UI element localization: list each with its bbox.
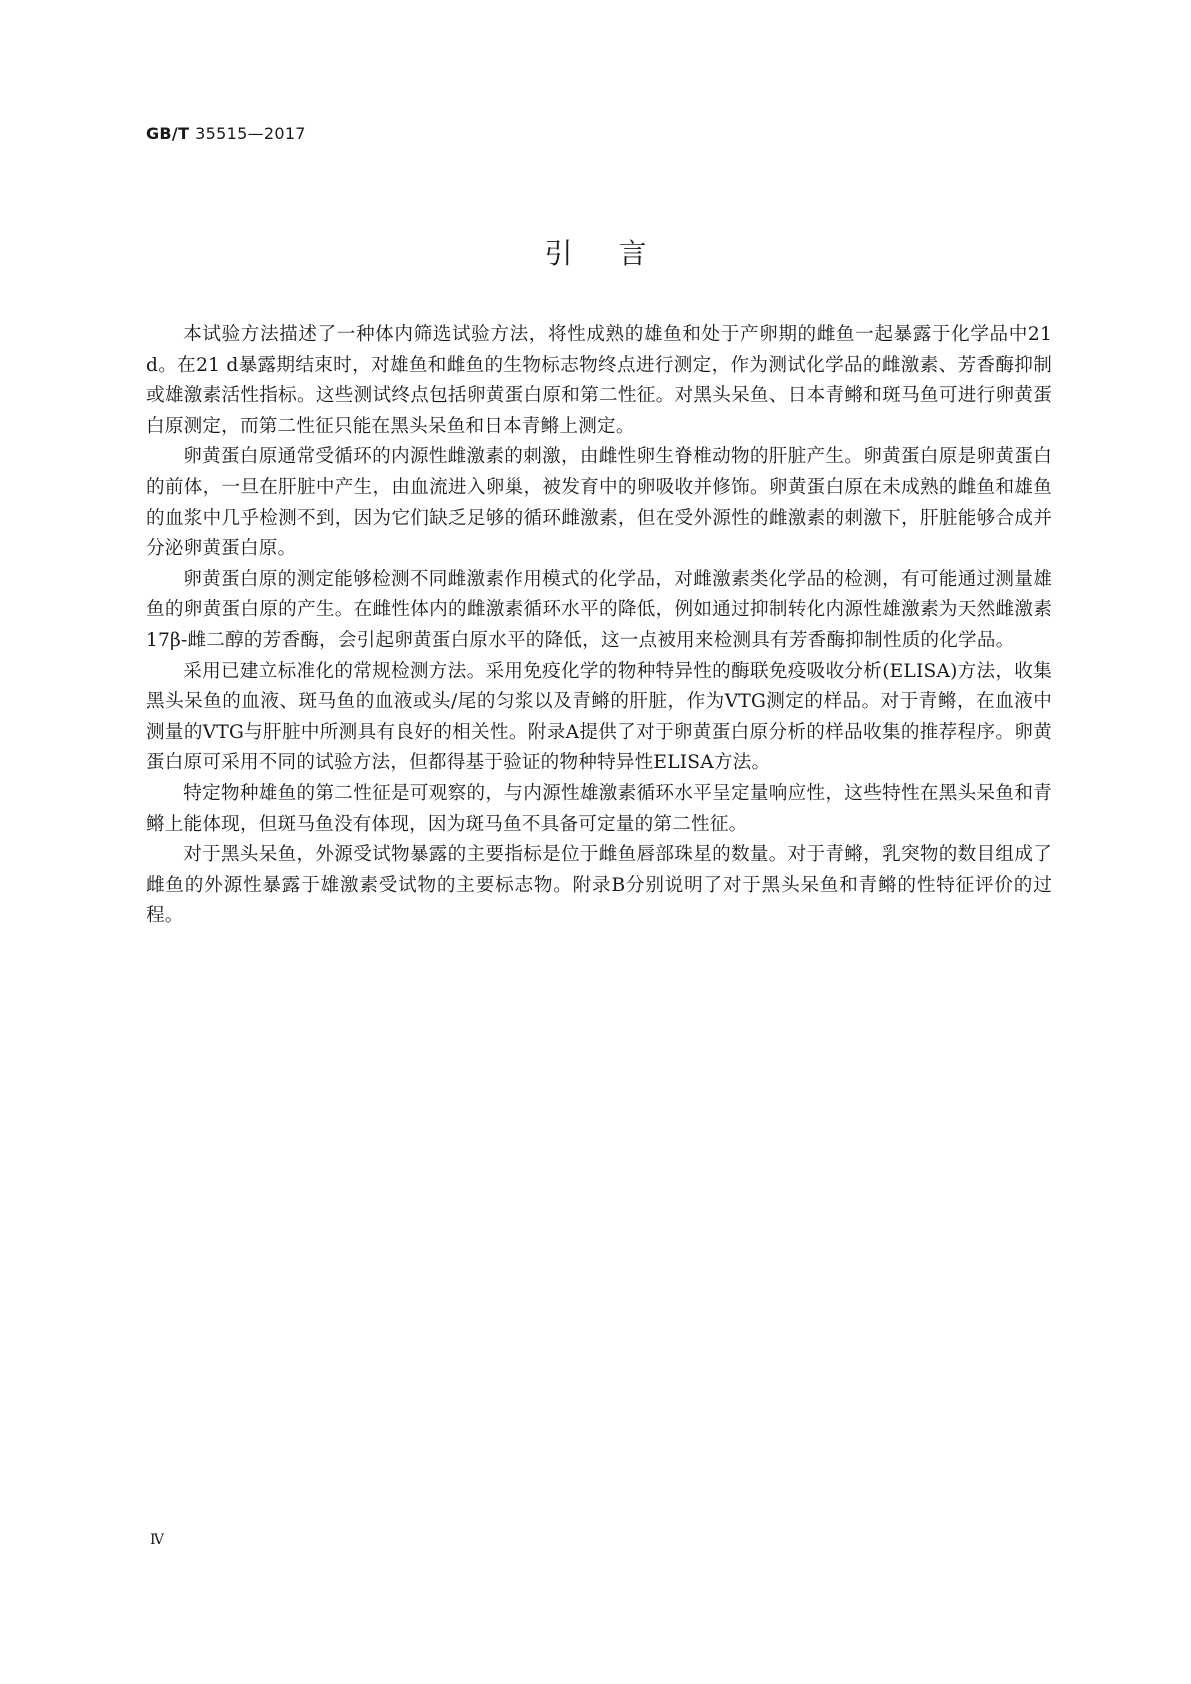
introduction-body bbox=[146, 320, 1052, 932]
page-number: Ⅳ bbox=[150, 1532, 164, 1548]
standard-code: GB/T bbox=[146, 124, 190, 143]
paragraph: 卵黄蛋白原通常受循环的内源性雌激素的刺激，由雌性卵生脊椎动物的肝脏产生。卵黄蛋白原是卵黄蛋白的前体，一旦在肝脏中产生，由血流进入卵巢，被发育中的卵吸收并修饰。卵黄蛋白原在未成熟的雌鱼和雄鱼的血浆中几乎检测不到，因为它们缺乏足够的循环雌激素，但在受外源性的雌激素的刺激下，肝脏能够合成并分泌卵黄蛋白原。 bbox=[146, 446, 1052, 560]
paragraph: 本试验方法描述了一种体内筛选试验方法，将性成熟的雄鱼和处于产卵期的雌鱼一起暴露于化学品中21 d。在21 d暴露期结束时，对雄鱼和雌鱼的生物标志物终点进行测定，作为测试化学品的雌激素、芳香酶抑制或雄激素活性指标。这些测试终点包括卵黄蛋白原和第二性征。对黑头呆鱼、日本青鳉和斑马鱼可进行卵黄蛋白原测定，而第二性征只能在黑头呆鱼和日本青鳉上测定。 bbox=[146, 324, 1052, 437]
paragraph: 特定物种雄鱼的第二性征是可观察的，与内源性雄激素循环水平呈定量响应性，这些特性在黑头呆鱼和青鳉上能体现，但斑马鱼没有体现，因为斑马鱼不具备可定量的第二性征。 bbox=[146, 782, 1052, 835]
paragraph: 采用已建立标准化的常规检测方法。采用免疫化学的物种特异性的酶联免疫吸收分析(ELISA)方法，收集黑头呆鱼的血液、斑马鱼的血液或头/尾的匀浆以及青鳉的肝脏，作为VTG测定的样品。对于青鳉，在血液中测量的VTG与肝脏中所测具有良好的相关性。附录A提供了对于卵黄蛋白原分析的样品收集的推荐程序。卵黄蛋白原可采用不同的试验方法，但都得基于验证的物种特异性ELISA方法。 bbox=[146, 660, 1052, 774]
paragraph: 卵黄蛋白原的测定能够检测不同雌激素作用模式的化学品，对雌激素类化学品的检测，有可能通过测量雄鱼的卵黄蛋白原的产生。在雌性体内的雌激素循环水平的降低，例如通过抑制转化内源性雄激素为天然雌激素17β-雌二醇的芳香酶，会引起卵黄蛋白原水平的降低，这一点被用来检测具有芳香酶抑制性质的化学品。 bbox=[146, 568, 1052, 651]
paragraph: 对于黑头呆鱼，外源受试物暴露的主要指标是位于雌鱼唇部珠星的数量。对于青鳉，乳突物的数目组成了雌鱼的外源性暴露于雄激素受试物的主要标志物。附录B分别说明了对于黑头呆鱼和青鳉的性特征评价的过程。 bbox=[146, 844, 1052, 927]
section-title: 引言 bbox=[544, 237, 693, 270]
standard-number: 35515—2017 bbox=[195, 124, 306, 143]
standard-header bbox=[146, 124, 306, 143]
